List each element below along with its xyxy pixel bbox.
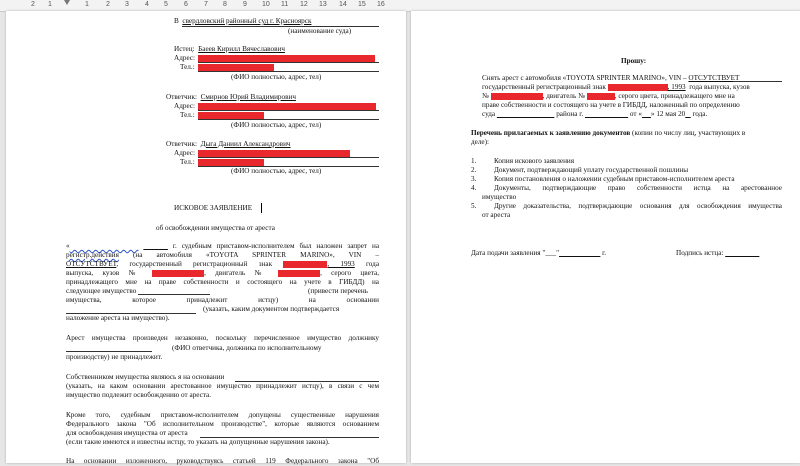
redacted-block xyxy=(491,93,543,100)
request-line: государственный регистрационный знак , 1993 года выпуска, кузов xyxy=(482,83,750,91)
redacted-block xyxy=(198,150,350,157)
paragraph-2: производству) не принадлежит. xyxy=(66,353,163,361)
paragraph-1: (привести перечень xyxy=(308,287,368,295)
underline xyxy=(198,71,379,72)
attachment-item: Другие доказательства, подтверждающие основания для освобождения имущества xyxy=(494,202,782,210)
document-page-2[interactable] xyxy=(411,11,800,463)
ruler-number: 9 xyxy=(243,1,247,8)
attachment-item: Копия постановления о наложении судебным приставом-исполнителем ареста xyxy=(494,175,735,183)
redacted-block xyxy=(278,270,320,277)
request-line: праве собственности и состоящего на учете в ГИБДД, наложенный по определению xyxy=(482,101,740,109)
attachment-item-cont: от ареста xyxy=(482,211,511,219)
paragraph-1: наложение ареста на имущество). xyxy=(66,314,170,322)
underline xyxy=(198,62,379,63)
text-cursor xyxy=(261,203,262,213)
claim-title: ИСКОВОЕ ЗАЯВЛЕНИЕ xyxy=(174,204,253,212)
ruler-number: 1 xyxy=(85,1,89,8)
ruler-number: 15 xyxy=(358,1,366,8)
paragraph-1: принадлежащего мне на праве собственности и состоящего на учете в ГИБДД) на xyxy=(66,278,379,286)
fio-hint: (ФИО полностью, адрес, тел) xyxy=(231,167,322,175)
paragraph-1: выпуска, кузов № , двигатель № , серого цвета, xyxy=(66,269,380,277)
document-page-1[interactable] xyxy=(6,11,406,463)
redacted-block xyxy=(198,103,376,110)
plaintiff-line: Истец: Баеев Кирилл Вячеславович xyxy=(174,45,285,53)
ruler-number: 12 xyxy=(300,1,308,8)
paragraph-1: имущества, которое принадлежит истцу) на основании xyxy=(66,296,379,304)
redacted-block xyxy=(198,55,375,62)
redacted-block xyxy=(283,261,327,268)
attachments-heading: деле): xyxy=(471,138,490,146)
defendant-line: Ответчик: Смирнов Юрий Владимирович xyxy=(166,93,296,101)
attachment-item-number: 4. xyxy=(471,184,477,192)
ruler-number: 10 xyxy=(262,1,270,8)
paragraph-4: Кроме того, судебным приставом-исполнителем допущены существенные нарушения xyxy=(66,411,379,419)
underline xyxy=(66,351,152,352)
request-heading: Прошу: xyxy=(621,57,647,65)
respondent-address-label: Адрес: xyxy=(174,149,195,157)
redacted-block xyxy=(198,64,274,71)
redacted-block xyxy=(198,159,264,166)
paragraph-2: (ФИО ответчика, должника по исполнительному xyxy=(172,344,322,352)
underline xyxy=(138,294,210,295)
attachment-item-number: 5. xyxy=(471,202,477,210)
paragraph-1: следующее имущество xyxy=(66,287,137,295)
ruler-number: 3 xyxy=(125,1,129,8)
request-line: суда района г. от « » 12 мая 20 года. xyxy=(482,110,708,118)
court-hint: (наименование суда) xyxy=(288,27,352,35)
paragraph-1: регистр.действия (на автомобиля «TOYOTA SPRINTER MARINO», VIN – xyxy=(66,251,380,259)
paragraph-5: На основании изложенного, руководствуясь статьей 119 Федерального закона "Об xyxy=(66,457,379,465)
ruler-number: 16 xyxy=(377,1,385,8)
filing-date: Дата подачи заявления "___" г. xyxy=(471,249,607,257)
attachment-item-number: 1. xyxy=(471,157,477,165)
respondent-tel-label: Тел.: xyxy=(180,158,195,166)
signature-field: Подпись истца: xyxy=(676,249,724,257)
paragraph-2: Арест имущества произведен незаконно, поскольку перечисленное имущество должнику xyxy=(66,334,379,342)
underline xyxy=(198,119,379,120)
fio-hint: (ФИО полностью, адрес, тел) xyxy=(231,73,322,81)
claim-subtitle: об освобождении имущества от ареста xyxy=(156,224,275,232)
paragraph-1: ОТСУТСТВУЕТ, государственный регистрационный знак , 1993 года xyxy=(66,260,380,268)
redacted-block xyxy=(198,112,264,119)
indent-marker[interactable] xyxy=(64,0,70,5)
paragraph-1: « г. судебным приставом-исполнителем был наложен запрет на xyxy=(66,242,380,250)
plaintiff-tel-label: Тел.: xyxy=(180,63,195,71)
underline xyxy=(733,81,782,82)
ruler-number: 4 xyxy=(145,1,149,8)
paragraph-1: (указать, каким документом подтверждается xyxy=(203,305,340,313)
paragraph-4: Федерального закона "Об исполнительном производстве", которые являются основанием xyxy=(66,420,379,428)
attachment-item-cont: имущество xyxy=(482,193,517,201)
paragraph-4: для освобождения имущества от ареста xyxy=(66,429,188,437)
redacted-block xyxy=(587,93,615,100)
respondent-line: Ответчик: Дыга Даниил Александрович xyxy=(166,140,291,148)
paragraph-3: (указать, на каком основании арестованное имущество принадлежит истцу), в связи с чем xyxy=(66,382,379,390)
ruler-number: 11 xyxy=(281,1,289,8)
ruler-number: 8 xyxy=(223,1,227,8)
underline xyxy=(198,110,379,111)
paragraph-3: имущество подлежит освобождению от ареста. xyxy=(66,391,212,399)
redacted-block xyxy=(152,270,204,277)
defendant-address-label: Адрес: xyxy=(174,102,195,110)
underline xyxy=(198,157,379,158)
fio-hint: (ФИО полностью, адрес, тел) xyxy=(231,121,322,129)
attachment-item: Документ, подтверждающий уплату государственной пошлины xyxy=(494,166,689,174)
ruler-number: 6 xyxy=(184,1,188,8)
ruler-number: 5 xyxy=(164,1,168,8)
attachment-item: Документы, подтверждающие право собственности истца на арестованное xyxy=(494,184,782,192)
ruler-number: 14 xyxy=(339,1,347,8)
ruler-number: 1 xyxy=(48,1,52,8)
request-line: Снять арест с автомобиля «TOYOTA SPRINTER MARINO», VIN – ОТСУТСТВУЕТ xyxy=(482,74,740,82)
attachment-item-number: 3. xyxy=(471,175,477,183)
redacted-block xyxy=(608,84,668,91)
paragraph-3: Собственником имущества являюсь я на основании xyxy=(66,373,225,381)
court-line: В свердловский районный суд г. Красноярск xyxy=(174,17,312,25)
attachment-item-number: 2. xyxy=(471,166,477,174)
paragraph-4: (если такие имеются и известны истцу, то указать на допущенные нарушения закона). xyxy=(66,438,330,446)
request-line: № , двигатель № , серого цвета, принадлежащего мне на xyxy=(482,92,735,100)
attachments-heading: Перечень прилагаемых к заявлению документов (копии по числу лиц, участвующих в xyxy=(471,129,746,137)
ruler-number: 7 xyxy=(204,1,208,8)
defendant-tel-label: Тел.: xyxy=(180,111,195,119)
ruler-number: 13 xyxy=(319,1,327,8)
ruler-number: 2 xyxy=(106,1,110,8)
attachment-item: Копия искового заявления xyxy=(494,157,575,165)
plaintiff-address-label: Адрес: xyxy=(174,54,195,62)
ruler-number: 2 xyxy=(31,1,35,8)
